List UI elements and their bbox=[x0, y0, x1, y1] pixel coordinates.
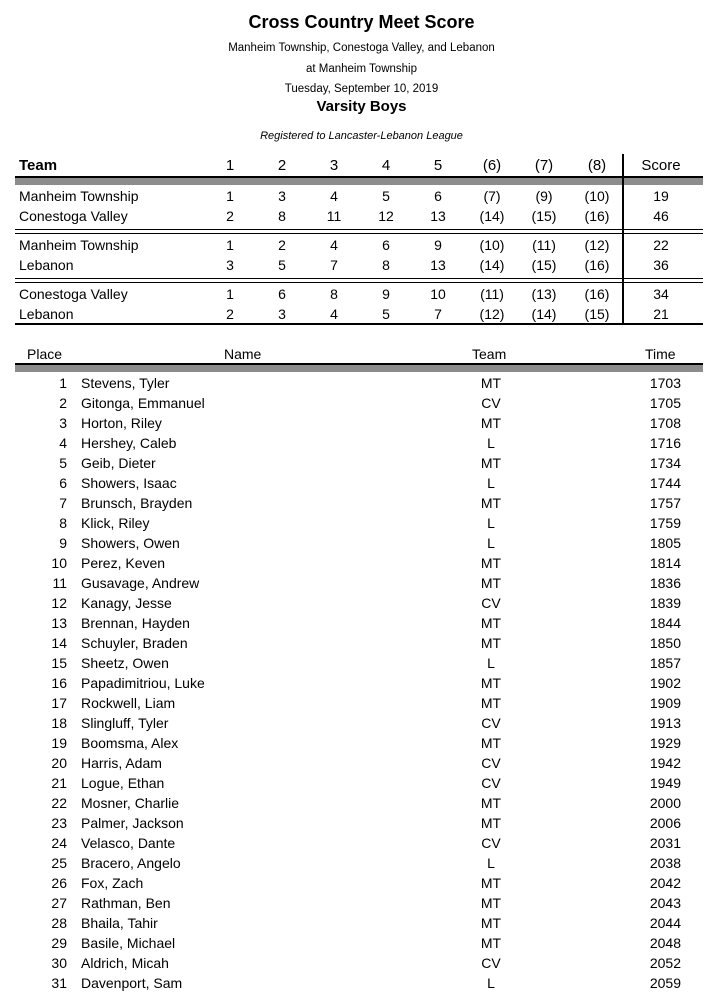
meet-separator bbox=[15, 282, 703, 283]
runner-place: (15) bbox=[531, 257, 557, 273]
table-row bbox=[0, 533, 723, 553]
score-column-header: Score bbox=[641, 157, 681, 174]
runner-name: Kanagy, Jesse bbox=[81, 595, 172, 611]
table-row bbox=[0, 813, 723, 833]
team-name: Conestoga Valley bbox=[19, 208, 128, 224]
runner-place: (11) bbox=[480, 286, 504, 302]
place-cell: 20 bbox=[51, 755, 67, 771]
team-name: Manheim Township bbox=[19, 188, 139, 204]
runner-place: 5 bbox=[382, 306, 390, 322]
runner-place: 5 bbox=[278, 257, 286, 273]
runner-name: Gitonga, Emmanuel bbox=[81, 395, 205, 411]
place-cell: 4 bbox=[59, 435, 67, 451]
team-code: MT bbox=[480, 695, 502, 711]
runner-place: 8 bbox=[278, 208, 286, 224]
place-cell: 15 bbox=[51, 655, 67, 671]
runner-place: (13) bbox=[531, 286, 557, 302]
finish-time: 2044 bbox=[649, 915, 681, 931]
place-cell: 22 bbox=[51, 795, 67, 811]
runner-name: Davenport, Sam bbox=[81, 975, 183, 991]
runner-place: 13 bbox=[430, 257, 446, 273]
team-code: CV bbox=[481, 395, 501, 411]
team-code: MT bbox=[480, 575, 502, 591]
table-row bbox=[0, 953, 723, 973]
runner-name: Bhaila, Tahir bbox=[81, 915, 158, 931]
team-name: Lebanon bbox=[19, 306, 74, 322]
meet-separator bbox=[15, 233, 703, 234]
runner-place: (16) bbox=[584, 208, 610, 224]
place-cell: 5 bbox=[59, 455, 67, 471]
finish-time: 1814 bbox=[649, 555, 681, 571]
finish-time: 1757 bbox=[649, 495, 681, 511]
time-column-header: Time bbox=[645, 346, 676, 362]
place-cell: 7 bbox=[59, 495, 67, 511]
finish-time: 1929 bbox=[649, 735, 681, 751]
team-code: MT bbox=[480, 375, 502, 391]
finish-time: 1949 bbox=[649, 775, 681, 791]
team-code: MT bbox=[480, 895, 502, 911]
page-title: Cross Country Meet Score bbox=[248, 12, 475, 32]
score-table-bottom-rule bbox=[15, 323, 703, 325]
table-row bbox=[0, 793, 723, 813]
team-score: 21 bbox=[653, 306, 669, 322]
runner-place: 3 bbox=[278, 188, 286, 204]
runner-name: Harris, Adam bbox=[81, 755, 162, 771]
runner-place: (14) bbox=[531, 306, 557, 322]
place-cell: 17 bbox=[51, 695, 67, 711]
team-code: L bbox=[487, 975, 495, 991]
runner-name: Horton, Riley bbox=[81, 415, 162, 431]
team-column-header: Team bbox=[19, 157, 58, 174]
finish-time: 2042 bbox=[649, 875, 681, 891]
place-cell: 2 bbox=[59, 395, 67, 411]
finish-time: 1705 bbox=[649, 395, 681, 411]
table-row bbox=[0, 653, 723, 673]
runner-place: 1 bbox=[226, 286, 234, 302]
division-title: Varsity Boys bbox=[316, 98, 407, 115]
name-column-header: Name bbox=[224, 346, 262, 362]
runner-place: 8 bbox=[382, 257, 390, 273]
finish-time: 2043 bbox=[649, 895, 681, 911]
table-row bbox=[0, 573, 723, 593]
place-cell: 28 bbox=[51, 915, 67, 931]
place-cell: 16 bbox=[51, 675, 67, 691]
team-name: Conestoga Valley bbox=[19, 286, 128, 302]
finish-time: 1716 bbox=[649, 435, 681, 451]
finish-time: 1759 bbox=[649, 515, 681, 531]
finish-time: 1708 bbox=[649, 415, 681, 431]
finish-time: 1703 bbox=[649, 375, 681, 391]
finish-time: 1913 bbox=[649, 715, 681, 731]
runner-place: (15) bbox=[531, 208, 557, 224]
table-row bbox=[0, 373, 723, 393]
team-code: CV bbox=[481, 775, 501, 791]
place-cell: 1 bbox=[59, 375, 67, 391]
place-cell: 24 bbox=[51, 835, 67, 851]
table-row bbox=[0, 693, 723, 713]
table-row bbox=[0, 453, 723, 473]
place-cell: 3 bbox=[59, 415, 67, 431]
runner-place: (16) bbox=[584, 286, 610, 302]
finish-time: 1902 bbox=[649, 675, 681, 691]
runner-place: 2 bbox=[226, 208, 234, 224]
team-column-header: Team bbox=[472, 346, 507, 362]
finish-time: 1942 bbox=[649, 755, 681, 771]
place-cell: 10 bbox=[51, 555, 67, 571]
team-code: CV bbox=[481, 955, 501, 971]
table-row bbox=[0, 733, 723, 753]
finish-time: 1805 bbox=[649, 535, 681, 551]
runner-name: Boomsma, Alex bbox=[81, 735, 179, 751]
place-cell: 21 bbox=[51, 775, 67, 791]
team-name: Lebanon bbox=[19, 257, 74, 273]
runner-name: Showers, Isaac bbox=[81, 475, 177, 491]
team-score: 19 bbox=[653, 188, 669, 204]
table-row bbox=[0, 473, 723, 493]
table-row bbox=[0, 433, 723, 453]
place-cell: 30 bbox=[51, 955, 67, 971]
runner-place: (15) bbox=[584, 306, 610, 322]
runner-place: 9 bbox=[434, 237, 442, 253]
runner-name: Mosner, Charlie bbox=[81, 795, 180, 811]
runner-place: 9 bbox=[382, 286, 390, 302]
team-code: MT bbox=[480, 415, 502, 431]
team-code: L bbox=[487, 515, 495, 531]
table-row bbox=[0, 673, 723, 693]
teams-line: Manheim Township, Conestoga Valley, and Lebanon bbox=[228, 42, 495, 54]
team-code: MT bbox=[480, 735, 502, 751]
runner-place: 7 bbox=[330, 257, 338, 273]
place-cell: 13 bbox=[51, 615, 67, 631]
runner-place: 3 bbox=[278, 306, 286, 322]
team-code: MT bbox=[480, 555, 502, 571]
place-cell: 11 bbox=[52, 575, 67, 591]
runner-name: Sheetz, Owen bbox=[81, 655, 169, 671]
finish-time: 2006 bbox=[649, 815, 681, 831]
table-row bbox=[0, 633, 723, 653]
team-code: L bbox=[487, 655, 495, 671]
table-row bbox=[0, 493, 723, 513]
place-column-header: Place bbox=[27, 346, 63, 362]
runner-name: Showers, Owen bbox=[81, 535, 180, 551]
runner-place: (11) bbox=[532, 237, 556, 253]
table-row bbox=[0, 893, 723, 913]
runner-name: Stevens, Tyler bbox=[81, 375, 170, 391]
finish-time: 1836 bbox=[649, 575, 681, 591]
runner-place: (10) bbox=[584, 188, 610, 204]
team-code: CV bbox=[481, 835, 501, 851]
runner-place: (12) bbox=[584, 237, 610, 253]
score-column-divider bbox=[622, 154, 624, 324]
score-column-header: (7) bbox=[534, 157, 554, 174]
team-name: Manheim Township bbox=[19, 237, 139, 253]
place-cell: 25 bbox=[51, 855, 67, 871]
team-code: CV bbox=[481, 595, 501, 611]
team-code: L bbox=[487, 855, 495, 871]
runner-place: 6 bbox=[382, 237, 390, 253]
place-cell: 12 bbox=[51, 595, 67, 611]
runner-place: (14) bbox=[479, 208, 505, 224]
runner-name: Schuyler, Braden bbox=[81, 635, 188, 651]
runner-place: 10 bbox=[430, 286, 446, 302]
table-row bbox=[0, 613, 723, 633]
team-code: MT bbox=[480, 875, 502, 891]
date-line: Tuesday, September 10, 2019 bbox=[284, 83, 439, 95]
runner-place: (16) bbox=[584, 257, 610, 273]
runner-place: (10) bbox=[479, 237, 505, 253]
runner-place: (12) bbox=[479, 306, 505, 322]
runner-place: 12 bbox=[378, 208, 394, 224]
registered-line: Registered to Lancaster-Lebanon League bbox=[260, 130, 463, 142]
runner-place: 7 bbox=[434, 306, 442, 322]
finish-time: 2059 bbox=[649, 975, 681, 991]
runner-name: Logue, Ethan bbox=[81, 775, 165, 791]
score-column-header: 1 bbox=[225, 157, 235, 174]
team-code: MT bbox=[480, 795, 502, 811]
runner-place: 4 bbox=[330, 237, 338, 253]
runner-place: (14) bbox=[479, 257, 505, 273]
runner-place: 1 bbox=[226, 188, 234, 204]
table-row bbox=[0, 413, 723, 433]
team-code: L bbox=[487, 475, 495, 491]
runner-place: 11 bbox=[326, 208, 342, 224]
table-row bbox=[0, 873, 723, 893]
runner-name: Geib, Dieter bbox=[81, 455, 156, 471]
place-cell: 31 bbox=[51, 975, 67, 991]
score-column-header: 5 bbox=[433, 157, 443, 174]
runner-place: 1 bbox=[226, 237, 234, 253]
team-code: MT bbox=[480, 815, 502, 831]
runner-place: 3 bbox=[226, 257, 234, 273]
place-cell: 26 bbox=[51, 875, 67, 891]
table-row bbox=[0, 853, 723, 873]
place-cell: 9 bbox=[59, 535, 67, 551]
table-row bbox=[0, 553, 723, 573]
meet-separator bbox=[15, 278, 703, 279]
score-column-header: 2 bbox=[277, 157, 287, 174]
team-code: MT bbox=[480, 915, 502, 931]
team-code: MT bbox=[480, 635, 502, 651]
finish-time: 2031 bbox=[649, 835, 681, 851]
finish-time: 2038 bbox=[649, 855, 681, 871]
team-code: MT bbox=[480, 675, 502, 691]
runner-name: Fox, Zach bbox=[81, 875, 144, 891]
runner-place: 2 bbox=[226, 306, 234, 322]
place-cell: 6 bbox=[59, 475, 67, 491]
runner-place: 4 bbox=[330, 188, 338, 204]
team-code: L bbox=[487, 535, 495, 551]
finish-time: 1844 bbox=[649, 615, 681, 631]
team-score: 36 bbox=[653, 257, 669, 273]
runner-name: Velasco, Dante bbox=[81, 835, 176, 851]
place-cell: 19 bbox=[51, 735, 67, 751]
place-cell: 18 bbox=[51, 715, 67, 731]
finish-time: 2000 bbox=[649, 795, 681, 811]
score-column-header: 4 bbox=[381, 157, 391, 174]
table-row bbox=[0, 713, 723, 733]
team-score: 34 bbox=[653, 286, 669, 302]
table-row bbox=[0, 593, 723, 613]
runner-name: Perez, Keven bbox=[81, 555, 166, 571]
table-row bbox=[0, 933, 723, 953]
runner-name: Rathman, Ben bbox=[81, 895, 171, 911]
place-cell: 8 bbox=[59, 515, 67, 531]
runner-place: 8 bbox=[330, 286, 338, 302]
table-row bbox=[0, 773, 723, 793]
score-column-header: 3 bbox=[329, 157, 339, 174]
runner-name: Papadimitriou, Luke bbox=[81, 675, 205, 691]
table-row bbox=[0, 393, 723, 413]
finish-time: 1744 bbox=[649, 475, 681, 491]
team-code: MT bbox=[480, 935, 502, 951]
results-header-band bbox=[15, 365, 703, 372]
table-row bbox=[0, 833, 723, 853]
place-cell: 14 bbox=[51, 635, 67, 651]
team-score: 46 bbox=[653, 208, 669, 224]
finish-time: 1850 bbox=[649, 635, 681, 651]
finish-time: 1909 bbox=[649, 695, 681, 711]
location-line: at Manheim Township bbox=[305, 63, 417, 75]
runner-name: Palmer, Jackson bbox=[81, 815, 184, 831]
finish-time: 2048 bbox=[649, 935, 681, 951]
place-cell: 29 bbox=[51, 935, 67, 951]
runner-place: (9) bbox=[535, 188, 553, 204]
runner-name: Brennan, Hayden bbox=[81, 615, 190, 631]
table-row bbox=[0, 513, 723, 533]
runner-name: Bracero, Angelo bbox=[81, 855, 181, 871]
runner-place: 5 bbox=[382, 188, 390, 204]
runner-place: 6 bbox=[434, 188, 442, 204]
runner-place: 4 bbox=[330, 306, 338, 322]
finish-time: 1857 bbox=[649, 655, 681, 671]
team-code: MT bbox=[480, 615, 502, 631]
runner-place: 13 bbox=[430, 208, 446, 224]
team-code: MT bbox=[480, 495, 502, 511]
runner-name: Slingluff, Tyler bbox=[81, 715, 169, 731]
team-code: MT bbox=[480, 455, 502, 471]
runner-name: Klick, Riley bbox=[81, 515, 150, 531]
runner-name: Gusavage, Andrew bbox=[81, 575, 200, 591]
team-code: L bbox=[487, 435, 495, 451]
score-column-header: (6) bbox=[482, 157, 502, 174]
runner-name: Hershey, Caleb bbox=[81, 435, 177, 451]
table-row bbox=[0, 973, 723, 993]
finish-time: 1734 bbox=[649, 455, 681, 471]
runner-place: 6 bbox=[278, 286, 286, 302]
team-code: CV bbox=[481, 755, 501, 771]
table-row bbox=[0, 753, 723, 773]
meet-separator bbox=[15, 229, 703, 230]
team-score: 22 bbox=[653, 237, 669, 253]
runner-place: 2 bbox=[278, 237, 286, 253]
finish-time: 2052 bbox=[649, 955, 681, 971]
runner-name: Brunsch, Brayden bbox=[81, 495, 193, 511]
place-cell: 23 bbox=[51, 815, 67, 831]
score-column-header: (8) bbox=[587, 157, 607, 174]
runner-place: (7) bbox=[483, 188, 501, 204]
place-cell: 27 bbox=[51, 895, 67, 911]
runner-name: Aldrich, Micah bbox=[81, 955, 169, 971]
finish-time: 1839 bbox=[649, 595, 681, 611]
table-row bbox=[0, 913, 723, 933]
runner-name: Rockwell, Liam bbox=[81, 695, 176, 711]
runner-name: Basile, Michael bbox=[81, 935, 176, 951]
score-header-band bbox=[15, 178, 703, 185]
team-code: CV bbox=[481, 715, 501, 731]
